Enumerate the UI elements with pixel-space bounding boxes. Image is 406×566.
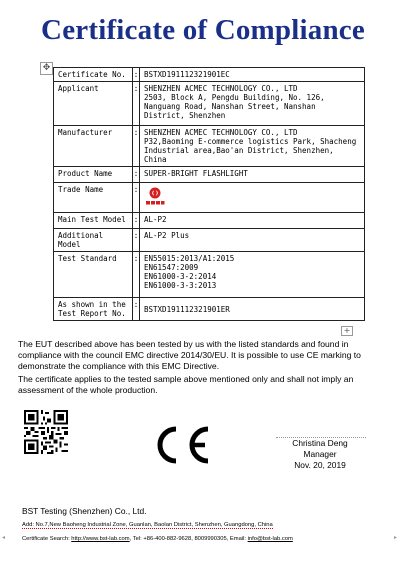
row-colon: :: [133, 82, 140, 126]
page-marker-left-icon: ◂: [2, 535, 6, 541]
signature-block: [270, 438, 370, 471]
email-link[interactable]: info@bst-lab.com: [247, 536, 293, 542]
certificate-title: Certificate of Compliance: [41, 14, 365, 46]
standard-line: EN55015:2013/A1:2015: [144, 254, 235, 263]
table-row: [54, 82, 365, 126]
trade-name-logo: [144, 186, 166, 206]
row-label: Test Standard: [54, 252, 133, 298]
row-value: SUPER-BRIGHT FLASHLIGHT: [140, 167, 365, 183]
row-label: Additional Model: [54, 229, 133, 252]
table-row: [54, 229, 365, 252]
standard-line: EN61000-3-3:2013: [144, 281, 217, 290]
row-value: AL-P2 Plus: [140, 229, 365, 252]
qr-code: [24, 410, 68, 454]
scope-statement: The certificate applies to the tested sample above mentioned only and shall not imply an assessment of the whole production.: [18, 374, 354, 395]
standard-line: EN61000-3-2:2014: [144, 272, 217, 281]
issuer-address-text: Add: No.7,New Baoheng Industrial Zone, Guanlan, Baolan District, Shenzhen, Guangdong, China: [22, 522, 273, 528]
row-value: [140, 183, 365, 213]
row-value: BSTXD191112321901ER: [140, 298, 365, 321]
table-row: [54, 68, 365, 82]
row-colon: :: [133, 252, 140, 298]
row-colon: :: [133, 213, 140, 229]
table-row: [54, 213, 365, 229]
row-label: Trade Name: [54, 183, 133, 213]
search-url-link[interactable]: http://www.bst-lab.com: [71, 536, 130, 542]
email-label: Email:: [228, 536, 248, 542]
signature-date: Nov. 20, 2019: [294, 460, 346, 470]
row-value: [140, 126, 365, 167]
ce-mark: [150, 424, 212, 466]
row-value: [140, 82, 365, 126]
row-label: Applicant: [54, 82, 133, 126]
signatory-name: Christina Deng: [292, 438, 348, 448]
row-value: AL-P2: [140, 213, 365, 229]
table-row: [54, 252, 365, 298]
search-label: Certificate Search:: [22, 536, 72, 542]
row-label: Manufacturer: [54, 126, 133, 167]
compliance-statement: The EUT described above has been tested by us with the listed standards and found in compliance with the council EMC directive 2014/30/EU. It is possible to use CE marking to demonstrate the compliance with this EMC Directive.: [18, 339, 361, 371]
row-colon: :: [133, 167, 140, 183]
row-label: Main Test Model: [54, 213, 133, 229]
signatory-role: Manager: [303, 449, 337, 459]
applicant-address: 2503, Block A, Pengdu Building, No. 126, Nanguang Road, Nanshan Street, Nanshan District, Shenzhen: [144, 93, 325, 120]
page-marker-right-icon: ▸: [394, 535, 398, 541]
manufacturer-address: P32,Baoming E-commerce logistics Park, Shacheng Industrial area,Bao'an District, Shenzhen, China: [144, 137, 357, 164]
table-row: [54, 167, 365, 183]
row-colon: :: [133, 229, 140, 252]
table-row: [54, 126, 365, 167]
manufacturer-name: SHENZHEN ACMEC TECHNOLOGY CO., LTD: [144, 128, 298, 137]
applicant-name: SHENZHEN ACMEC TECHNOLOGY CO., LTD: [144, 84, 298, 93]
table-move-handle-icon[interactable]: ✥: [40, 62, 53, 75]
row-colon: :: [133, 298, 140, 321]
row-label: As shown in the Test Report No.: [54, 298, 133, 321]
row-value: [140, 252, 365, 298]
issuer-address: [22, 522, 273, 528]
row-label: Product Name: [54, 167, 133, 183]
certificate-search-line: [22, 536, 293, 542]
row-colon: :: [133, 68, 140, 82]
row-colon: :: [133, 183, 140, 213]
row-value: BSTXD191112321901EC: [140, 68, 365, 82]
table-add-row-icon[interactable]: +: [341, 326, 353, 336]
issuer-company: BST Testing (Shenzhen) Co., Ltd.: [22, 506, 147, 516]
row-colon: :: [133, 126, 140, 167]
table-row: [54, 298, 365, 321]
row-label: Certificate No.: [54, 68, 133, 82]
contact-tel: , Tel: +86-400-882-9628, 8009990305,: [129, 536, 229, 542]
table-row: [54, 183, 365, 213]
standard-line: EN61547:2009: [144, 263, 199, 272]
certificate-table: [53, 67, 365, 327]
